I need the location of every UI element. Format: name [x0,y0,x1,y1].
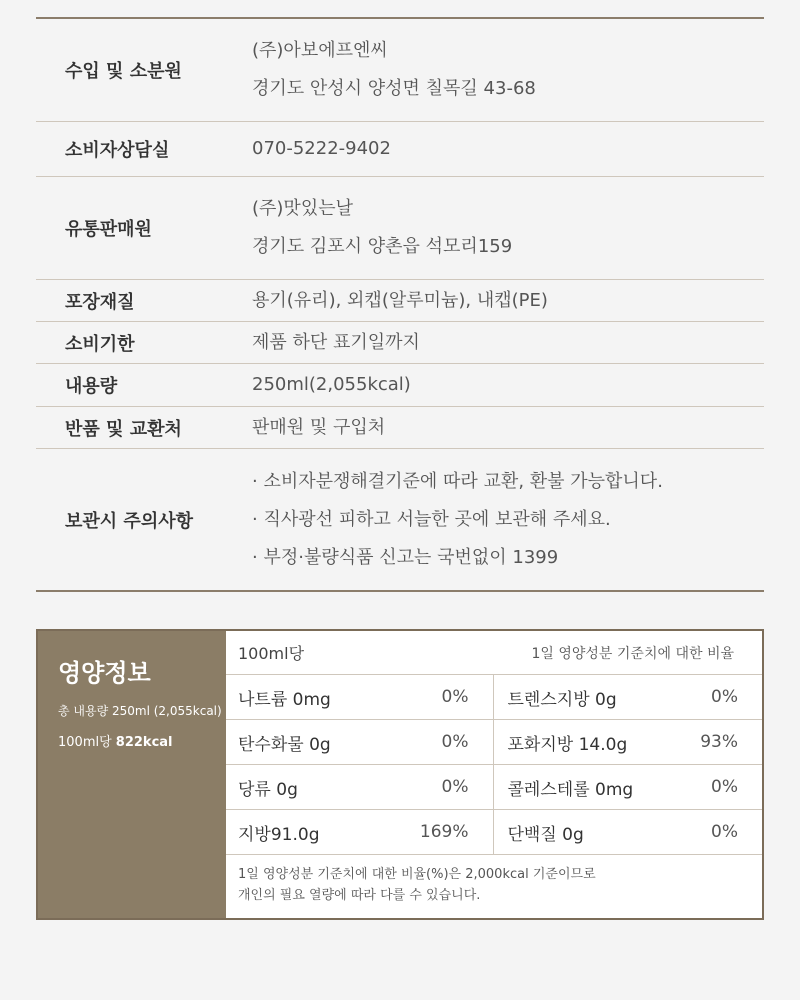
info-value [252,366,764,404]
nutrient-name: 지방91.0g [238,824,320,845]
nutrient-name: 포화지방 14.0g [507,734,628,755]
nutrition-row [226,675,762,720]
nutrition-header-right: 1일 영양성분 기준치에 대한 비율 [531,645,734,662]
nutrition-total: 총 내용량 250ml (2,055kcal) [58,704,222,718]
nutrient-percent: 0% [441,777,469,797]
product-info-table [36,17,764,592]
nutrient-percent: 169% [419,822,469,842]
info-value [252,282,764,320]
nutrient-cell [226,675,494,719]
nutrition-row [226,720,762,765]
nutrition-panel [36,629,764,920]
nutrition-grid [226,675,762,855]
nutrient-cell [226,765,494,809]
nutrient-name: 단백질 0g [507,824,584,845]
info-label: 보관시 주의사항 [65,510,193,532]
info-row-distributor [36,177,764,280]
info-label: 포장재질 [65,291,135,313]
per-serving-kcal: 822kcal [115,735,173,750]
nutrient-cell [494,675,763,719]
footnote-line: 1일 영양성분 기준치에 대한 비율(%)은 2,000kcal 기준이므로 [238,867,596,882]
info-label: 수입 및 소분원 [65,61,182,82]
nutrition-table [226,631,762,918]
info-value-line: 용기(유리), 외캡(알루미늄), 내캡(PE) [252,289,548,311]
info-row-returns [36,407,764,449]
nutrient-percent: 0% [711,777,738,797]
info-row-volume [36,364,764,407]
footnote-line: 개인의 필요 열량에 따라 다를 수 있습니다. [238,888,481,903]
info-label: 반품 및 교환처 [65,418,182,440]
nutrition-footnote [226,855,762,906]
nutrient-cell [494,810,763,854]
nutrient-name: 탄수화물 0g [238,734,331,755]
info-value-line: · 부정·불량식품 신고는 국번없이 1399 [252,546,559,568]
info-value [252,190,764,266]
info-row-importer [36,19,764,122]
info-value-line: 경기도 김포시 양촌읍 석모리159 [252,236,513,257]
nutrient-percent: 93% [700,732,738,752]
info-value [252,130,764,168]
nutrient-cell [226,720,494,764]
nutrient-cell [226,810,494,854]
info-value-line: 판매원 및 구입처 [252,416,386,438]
info-row-consumer-center [36,122,764,177]
info-value [252,324,764,362]
nutrient-percent: 0% [711,687,738,707]
nutrient-name: 콜레스테롤 0mg [507,779,634,800]
info-value [252,32,764,108]
info-value-line: · 직사광선 피하고 서늘한 곳에 보관해 주세요. [252,508,611,530]
nutrition-summary [38,631,226,918]
info-value-line: 제품 하단 표기일까지 [252,331,420,353]
info-value-line: 250ml(2,055kcal) [252,374,411,395]
nutrient-percent: 0% [441,732,469,752]
info-label: 소비자상담실 [65,140,170,161]
info-value-line: · 소비자분쟁해결기준에 따라 교환, 환불 가능합니다. [252,470,663,492]
info-row-packaging [36,280,764,322]
nutrition-row [226,810,762,855]
nutrient-name: 나트륨 0mg [238,689,331,710]
nutrient-cell [494,765,763,809]
nutrition-header-left: 100ml당 [238,644,305,663]
info-value-line: 경기도 안성시 양성면 칠목길 43-68 [252,78,536,99]
info-row-storage [36,449,764,590]
nutrition-header [226,631,762,675]
info-value-line: 070-5222-9402 [252,138,391,159]
info-label: 소비기한 [65,333,135,355]
info-label: 내용량 [65,376,118,397]
nutrient-percent: 0% [441,687,469,707]
nutrient-percent: 0% [711,822,738,842]
info-value [252,409,764,447]
nutrition-title: 영양정보 [58,659,151,687]
nutrition-per-serving [58,731,226,750]
nutrient-name: 당류 0g [238,779,298,800]
info-value-line: (주)맛있는날 [252,198,353,219]
info-value [252,463,764,577]
nutrient-name: 트렌스지방 0g [507,689,617,710]
info-label: 유통판매원 [65,219,152,240]
nutrient-cell [494,720,763,764]
nutrition-row [226,765,762,810]
info-value-line: (주)아보에프엔씨 [252,40,388,61]
info-row-expiry [36,322,764,364]
per-serving-label: 100ml당 [58,735,112,750]
